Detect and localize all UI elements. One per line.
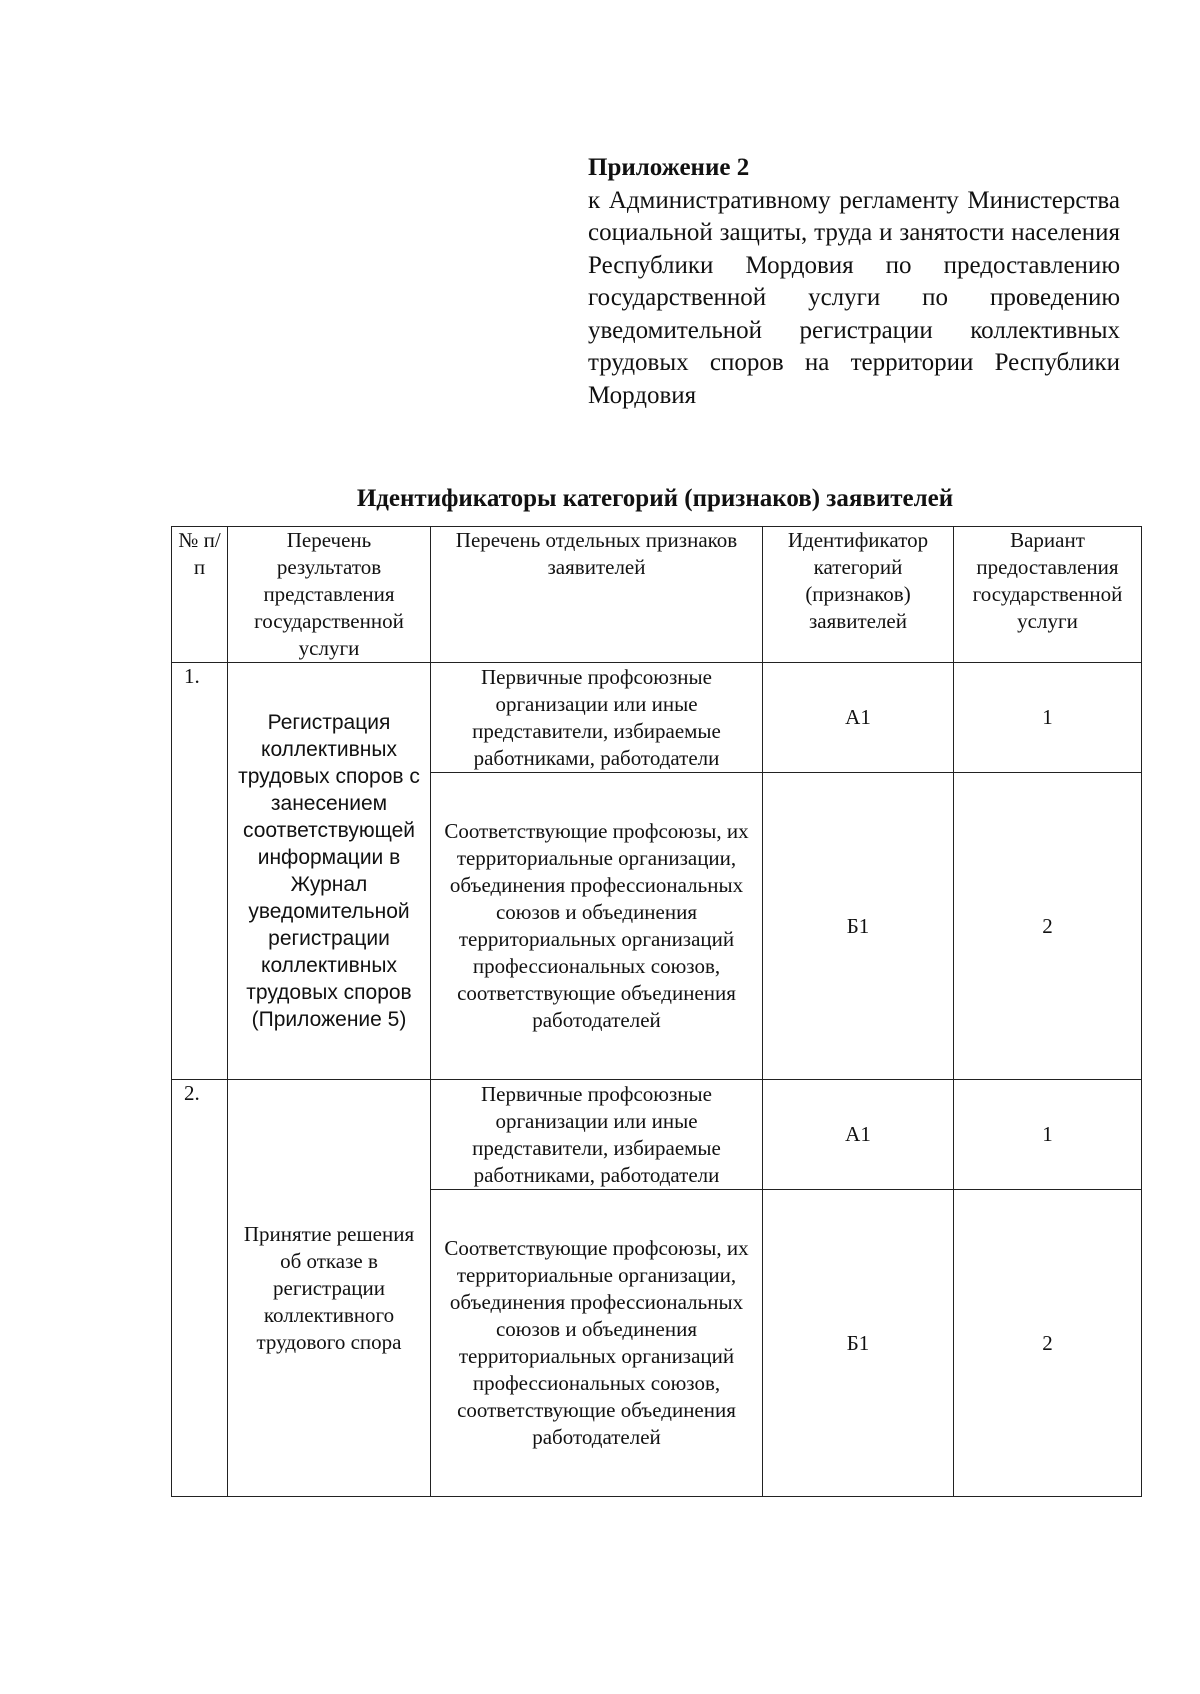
table-header-row	[172, 527, 1142, 663]
row-number: 1.	[172, 663, 228, 1080]
appendix-title: Приложение 2	[588, 154, 750, 181]
document-title: Идентификаторы категорий (признаков) заявителей	[356, 485, 954, 512]
feature-cell: Соответствующие профсоюзы, их территориальные организации, объединения профессиональных союзов и объединения территориальных организаций профессиональных союзов, соответствующие объединения работодателей	[431, 1190, 763, 1497]
identifier-cell: А1	[763, 1080, 954, 1190]
header-variant: Вариант предоставления государственной услуги	[954, 527, 1142, 663]
variant-cell: 1	[954, 663, 1142, 773]
header-number: № п/п	[172, 527, 228, 663]
identifier-cell: А1	[763, 663, 954, 773]
identifiers-table	[171, 526, 1142, 1497]
result-cell: Регистрация коллективных трудовых споров с занесением соответствующей информации в Журнал уведомительной регистрации коллективных трудовых споров (Приложение 5)	[228, 663, 431, 1080]
variant-cell: 1	[954, 1080, 1142, 1190]
feature-cell: Первичные профсоюзные организации или иные представители, избираемые работниками, работодатели	[431, 1080, 763, 1190]
table-row	[172, 663, 1142, 773]
variant-cell: 2	[954, 1190, 1142, 1497]
variant-cell: 2	[954, 773, 1142, 1080]
appendix-block	[588, 152, 1120, 412]
appendix-text: к Административному регламенту Министерства социальной защиты, труда и занятости населения Республики Мордовия по предоставлению государственной услуги по проведению уведомительной регистрации коллективных трудовых споров на территории Республики Мордовия	[588, 186, 1120, 409]
feature-cell: Первичные профсоюзные организации или иные представители, избираемые работниками, работодатели	[431, 663, 763, 773]
table-row	[172, 1080, 1142, 1190]
header-features: Перечень отдельных признаков заявителей	[431, 527, 763, 663]
header-identifier: Идентификатор категорий (признаков) заявителей	[763, 527, 954, 663]
result-cell: Принятие решения об отказе в регистрации коллективного трудового спора	[228, 1080, 431, 1497]
row-number: 2.	[172, 1080, 228, 1497]
identifier-cell: Б1	[763, 1190, 954, 1497]
feature-cell: Соответствующие профсоюзы, их территориальные организации, объединения профессиональных союзов и объединения территориальных организаций профессиональных союзов, соответствующие объединения работодателей	[431, 773, 763, 1080]
identifier-cell: Б1	[763, 773, 954, 1080]
header-results: Перечень результатов представления государственной услуги	[228, 527, 431, 663]
